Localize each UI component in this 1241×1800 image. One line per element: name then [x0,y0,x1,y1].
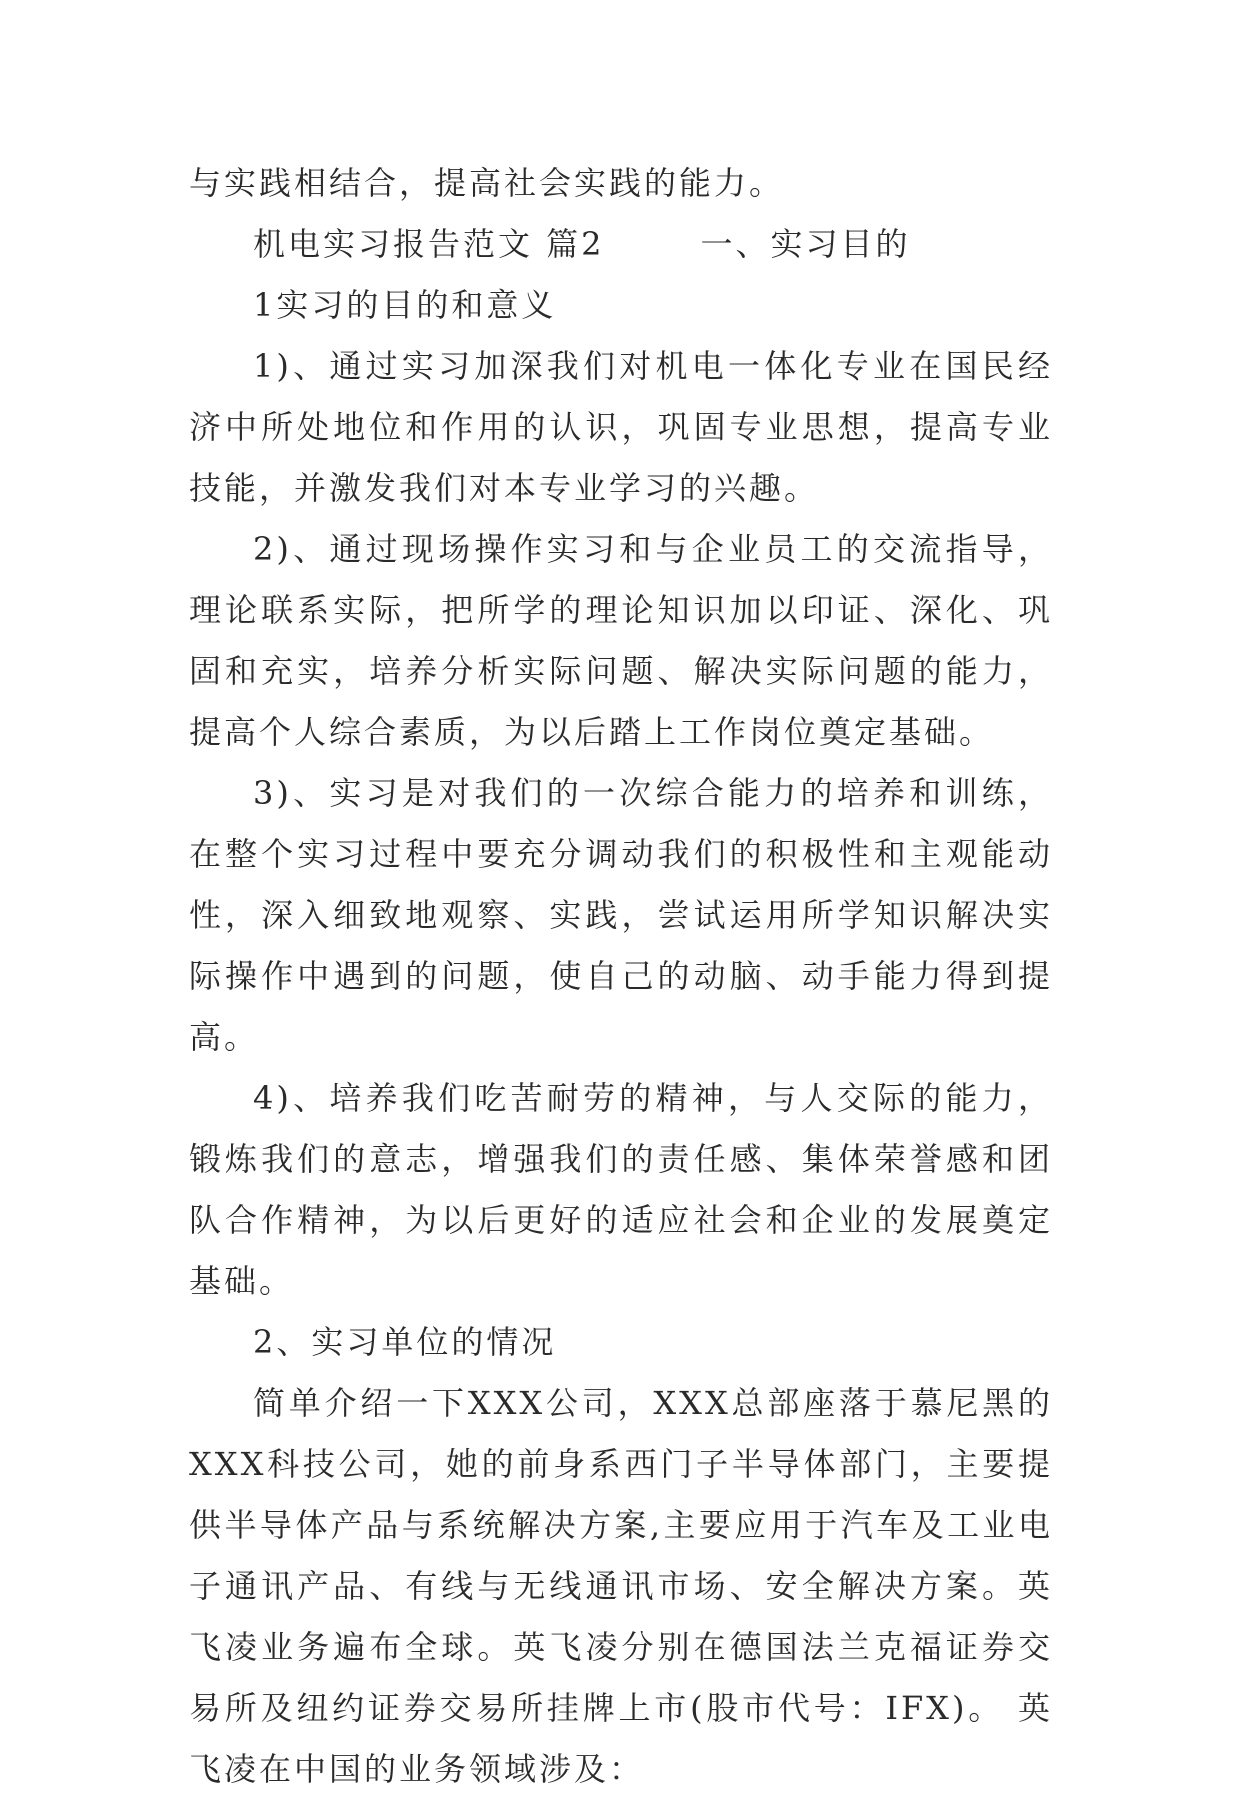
paragraph-item-2: 2)、通过现场操作实习和与企业员工的交流指导，理论联系实际，把所学的理论知识加以印证、深化、巩固和充实，培养分析实际问题、解决实际问题的能力，提高个人综合素质，为以后踏上工作岗位奠定基础。 [189,530,1053,751]
section-title-line [189,214,1053,275]
paragraph-item-4: 4)、培养我们吃苦耐劳的精神，与人交际的能力，锻炼我们的意志，增强我们的责任感、集体荣誉感和团队合作精神，为以后更好的适应社会和企业的发展奠定基础。 [189,1079,1053,1300]
article-title: 机电实习报告范文 篇2 [253,225,605,263]
document-body [189,153,1053,1800]
section-heading-purpose: 一、实习目的 [700,225,911,263]
paragraph-item-3: 3)、实习是对我们的一次综合能力的培养和训练，在整个实习过程中要充分调动我们的积极性和主观能动性，深入细致地观察、实践，尝试运用所学知识解决实际操作中遇到的问题，使自己的动脑、动手能力得到提高。 [189,774,1053,1056]
paragraph-company-intro: 简单介绍一下XXX公司，XXX总部座落于慕尼黑的XXX科技公司，她的前身系西门子半导体部门，主要提供半导体产品与系统解决方案,主要应用于汽车及工业电子通讯产品、有线与无线通讯市场、安全解决方案。英飞凌业务遍布全球。英飞凌分别在德国法兰克福证券交易所及纽约证券交易所挂牌上市(股市代号：IFX)。 英飞凌在中国的业务领域涉及： [189,1384,1053,1788]
subheading-purpose-meaning: 1实习的目的和意义 [253,286,557,324]
paragraph-continuation: 与实践相结合，提高社会实践的能力。 [189,164,785,202]
subheading-company-info: 2、实习单位的情况 [253,1323,557,1361]
paragraph-item-1: 1)、通过实习加深我们对机电一体化专业在国民经济中所处地位和作用的认识，巩固专业思想，提高专业技能，并激发我们对本专业学习的兴趣。 [189,347,1053,507]
